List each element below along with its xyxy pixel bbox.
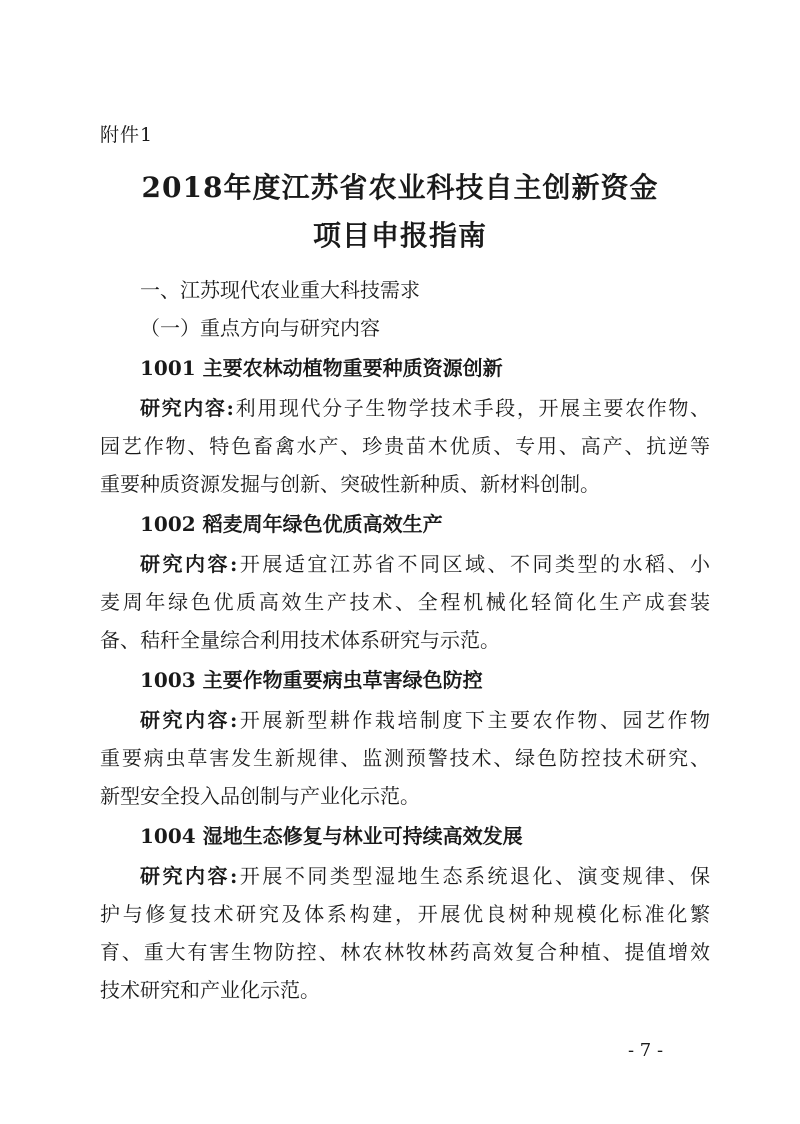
item-content-line	[140, 550, 710, 578]
item-title: 1001 主要农林动植物重要种质资源创新	[140, 356, 503, 380]
item-content-line: 麦周年绿色优质高效生产技术、全程机械化轻简化生产成套装	[100, 590, 710, 614]
item-content-line	[140, 394, 710, 422]
item-content-line: 护与修复技术研究及体系构建，开展优良树种规模化标准化繁	[100, 902, 710, 926]
section-subheading: （一）重点方向与研究内容	[140, 316, 380, 340]
item-content-line	[140, 706, 710, 734]
document-title-line-1: 2018年度江苏省农业科技自主创新资金	[141, 171, 659, 204]
item-content-line	[140, 862, 710, 890]
item-content-line: 重要病虫草害发生新规律、监测预警技术、绿色防控技术研究、	[100, 746, 710, 770]
item-content-text: 开展适宜江苏省不同区域、不同类型的水稻、小	[237, 552, 710, 576]
item-title: 1002 稻麦周年绿色优质高效生产	[140, 512, 443, 536]
attachment-label: 附件1	[100, 124, 154, 146]
document-title-line-2: 项目申报指南	[312, 219, 487, 252]
item-content-line: 育、重大有害生物防控、林农林牧林药高效复合种植、提值增效	[100, 940, 710, 964]
item-content-line: 重要种质资源发掘与创新、突破性新种质、新材料创制。	[100, 472, 600, 496]
item-content-line: 新型安全投入品创制与产业化示范。	[100, 784, 420, 808]
item-content-line: 技术研究和产业化示范。	[100, 978, 320, 1002]
item-content-line: 园艺作物、特色畜禽水产、珍贵苗木优质、专用、高产、抗逆等	[100, 434, 710, 458]
section-heading: 一、江苏现代农业重大科技需求	[140, 278, 420, 302]
item-content-label: 研究内容:	[140, 708, 238, 732]
item-content-label: 研究内容:	[140, 396, 234, 420]
item-content-text: 开展不同类型湿地生态系统退化、演变规律、保	[237, 864, 710, 888]
item-content-line: 备、秸秆全量综合利用技术体系研究与示范。	[100, 628, 500, 652]
item-content-label: 研究内容:	[140, 864, 238, 888]
item-content-text: 利用现代分子生物学技术手段，开展主要农作物、	[233, 396, 711, 420]
item-content-label: 研究内容:	[140, 552, 238, 576]
item-content-text: 开展新型耕作栽培制度下主要农作物、园艺作物	[237, 708, 710, 732]
item-title: 1003 主要作物重要病虫草害绿色防控	[140, 668, 483, 692]
page-number: - 7 -	[628, 1040, 664, 1061]
item-title: 1004 湿地生态修复与林业可持续高效发展	[140, 824, 523, 848]
